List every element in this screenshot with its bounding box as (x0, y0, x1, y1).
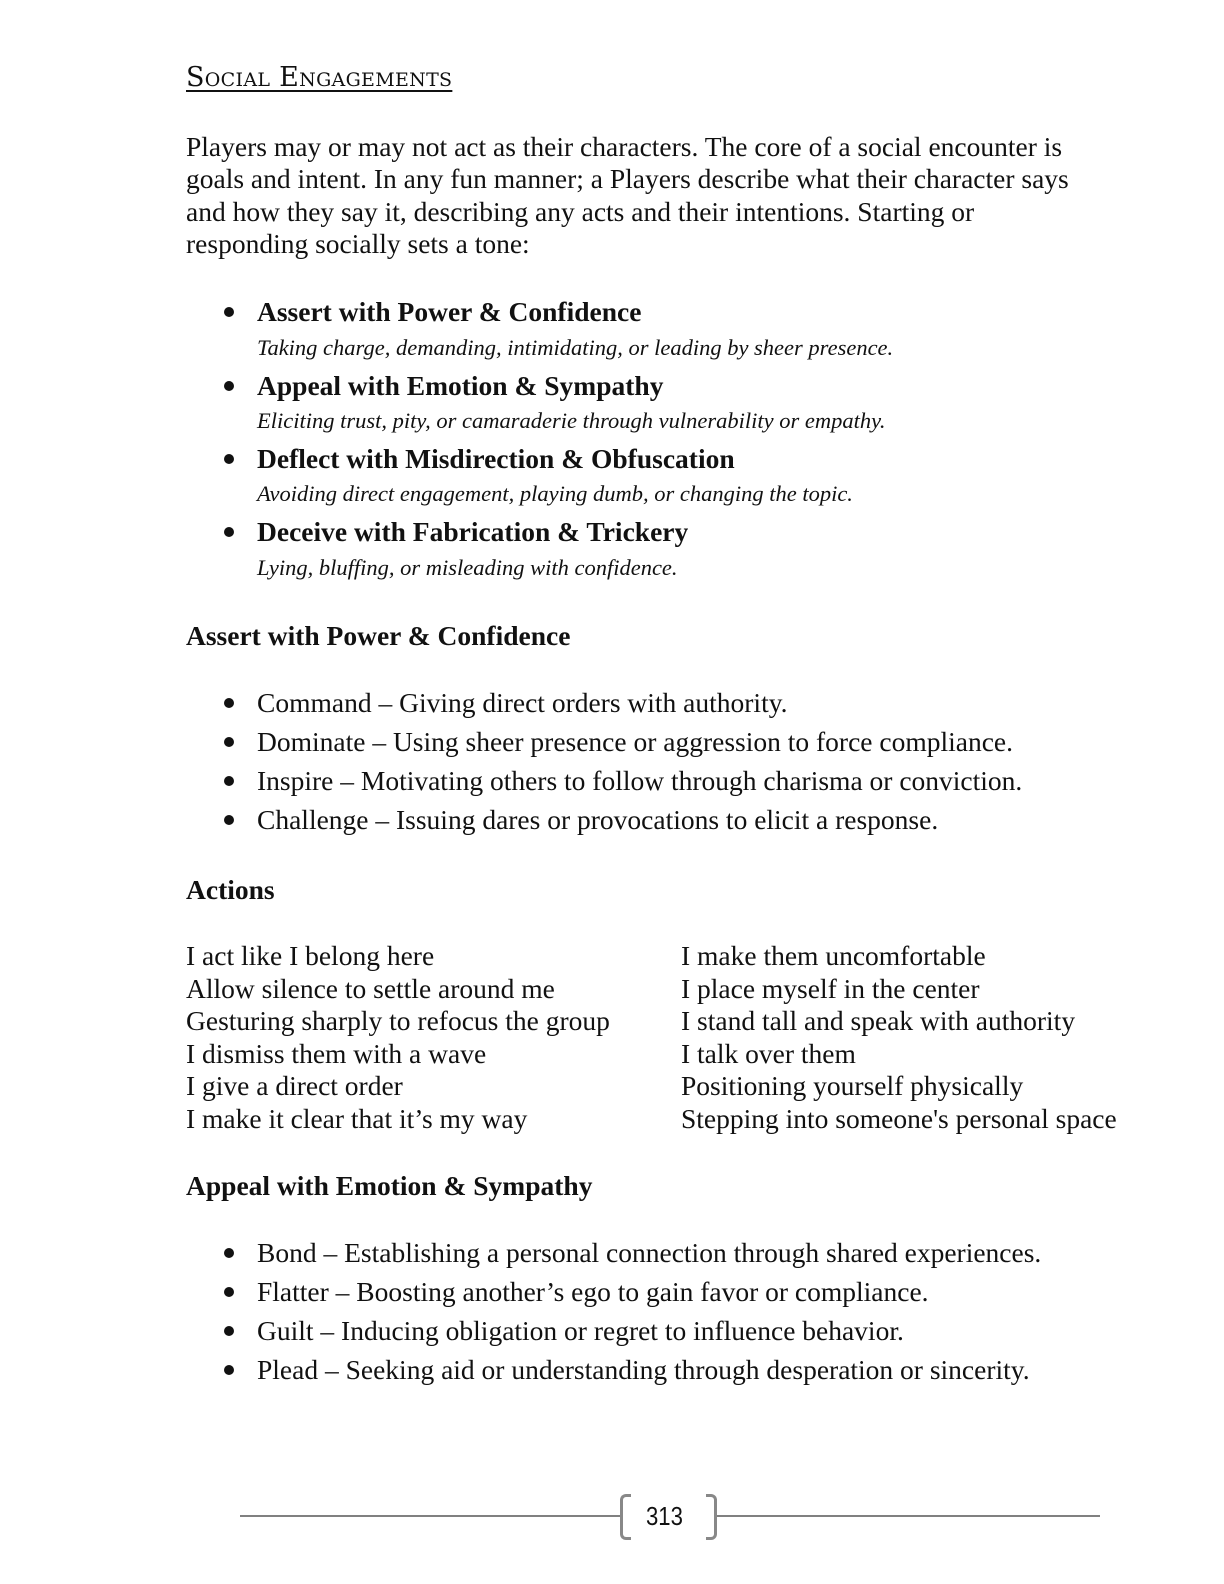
list-item: Dominate – Using sheer presence or aggression to force compliance. (257, 726, 1013, 757)
tone-desc: Taking charge, demanding, intimidating, or leading by sheer presence. (257, 335, 894, 360)
right-brace-icon (706, 1494, 717, 1540)
bullet-icon (224, 381, 234, 391)
bullet-icon (224, 698, 234, 708)
bullet-icon (224, 307, 234, 317)
intro-line: and how they say it, describing any acts and their intentions. Starting or (186, 196, 975, 227)
action-item: Allow silence to settle around me (186, 973, 555, 1004)
bullet-icon (224, 1248, 234, 1258)
list-item: Bond – Establishing a personal connection through shared experiences. (257, 1237, 1042, 1268)
bullet-icon (224, 737, 234, 747)
tone-desc: Eliciting trust, pity, or camaraderie through vulnerability or empathy. (257, 408, 886, 433)
footer-rule-right (717, 1515, 1100, 1517)
action-item: I give a direct order (186, 1070, 403, 1101)
bullet-icon (224, 1287, 234, 1297)
left-brace-icon (620, 1494, 631, 1540)
tone-desc: Lying, bluffing, or misleading with confidence. (257, 555, 678, 580)
tone-label: Deceive with Fabrication & Trickery (257, 516, 689, 547)
tone-label: Appeal with Emotion & Sympathy (257, 370, 664, 401)
bullet-icon (224, 1326, 234, 1336)
list-item: Plead – Seeking aid or understanding through desperation or sincerity. (257, 1354, 1030, 1385)
action-item: I make them uncomfortable (681, 940, 986, 971)
tone-desc: Avoiding direct engagement, playing dumb, or changing the topic. (257, 481, 853, 506)
bullet-icon (224, 776, 234, 786)
page-number: 313 (646, 1501, 683, 1531)
footer-rule-left (240, 1515, 622, 1517)
action-item: Stepping into someone's personal space (681, 1103, 1117, 1134)
action-item: I dismiss them with a wave (186, 1038, 487, 1069)
action-item: Gesturing sharply to refocus the group (186, 1005, 610, 1036)
bullet-icon (224, 527, 234, 537)
bullet-icon (224, 815, 234, 825)
bullet-icon (224, 1365, 234, 1375)
intro-line: responding socially sets a tone: (186, 228, 530, 259)
section-heading-actions: Actions (186, 874, 275, 905)
list-item: Inspire – Motivating others to follow through charisma or conviction. (257, 765, 1023, 796)
action-item: Positioning yourself physically (681, 1070, 1024, 1101)
section-heading-appeal: Appeal with Emotion & Sympathy (186, 1170, 593, 1201)
list-item: Command – Giving direct orders with authority. (257, 687, 788, 718)
tone-label: Deflect with Misdirection & Obfuscation (257, 443, 735, 474)
action-item: I talk over them (681, 1038, 856, 1069)
list-item: Flatter – Boosting another’s ego to gain favor or compliance. (257, 1276, 929, 1307)
page-title: Social Engagements (186, 62, 453, 93)
tone-label: Assert with Power & Confidence (257, 296, 642, 327)
list-item: Challenge – Issuing dares or provocations to elicit a response. (257, 804, 939, 835)
intro-line: goals and intent. In any fun manner; a Players describe what their character says (186, 163, 1069, 194)
action-item: I stand tall and speak with authority (681, 1005, 1076, 1036)
list-item: Guilt – Inducing obligation or regret to influence behavior. (257, 1315, 904, 1346)
bullet-icon (224, 454, 234, 464)
action-item: I place myself in the center (681, 973, 980, 1004)
section-heading-assert: Assert with Power & Confidence (186, 620, 571, 651)
action-item: I act like I belong here (186, 940, 435, 971)
intro-line: Players may or may not act as their characters. The core of a social encounter is (186, 131, 1063, 162)
action-item: I make it clear that it’s my way (186, 1103, 528, 1134)
